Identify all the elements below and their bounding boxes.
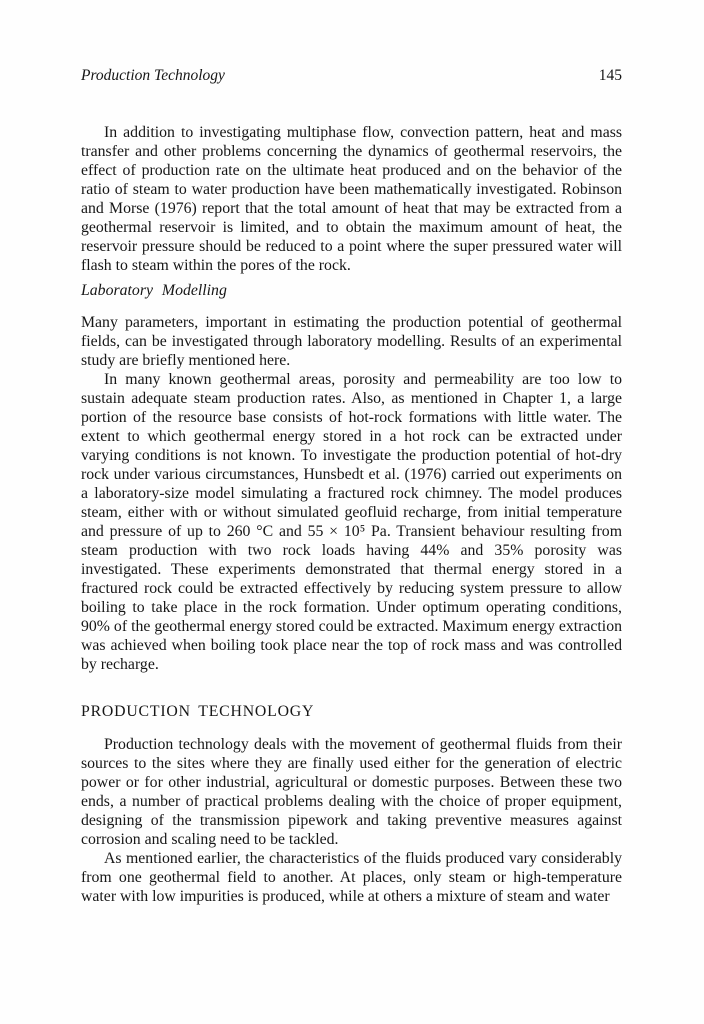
section-heading-laboratory-modelling: Laboratory Modelling <box>81 282 227 299</box>
page-header <box>81 66 622 85</box>
page-number: 145 <box>598 67 622 84</box>
paragraph: Many parameters, important in estimating the production potential of geothermal fields, can be investigated through laboratory modelling. Results of an experimental study are briefly mentioned here. <box>81 314 622 369</box>
paragraph: Production technology deals with the movement of geothermal fluids from their sources to the sites where they are finally used either for the generation of electric power or for other industrial, agricultural or domestic purposes. Between these two ends, a number of practical problems dealing with the choice of proper equipment, designing of the transmission pipework and taking preventive measures against corrosion and scaling need to be tackled. <box>81 736 622 848</box>
intro-paragraph: In addition to investigating multiphase flow, convection pattern, heat and mass transfer and other problems concerning the dynamics of geothermal reservoirs, the effect of production rate on the ultimate heat produced and on the behavior of the ratio of steam to water production have been mathematically investigated. Robinson and Morse (1976) report that the total amount of heat that may be extracted from a geothermal reservoir is limited, and to obtain the maximum amount of heat, the reservoir pressure should be reduced to a point where the super pressured water will flash to steam within the pores of the rock. <box>81 124 622 274</box>
page-body <box>81 123 622 906</box>
paragraph: As mentioned earlier, the characteristics of the fluids produced vary considerably from one geothermal field to another. At places, only steam or high-temperature water with low impurities is produced, while at others a mixture of steam and water <box>81 850 622 905</box>
running-title: Production Technology <box>81 67 225 84</box>
page-content <box>81 66 622 906</box>
paragraph: In many known geothermal areas, porosity and permeability are too low to sustain adequate steam production rates. Also, as mentioned in Chapter 1, a large portion of the resource base consists of hot-rock formations with little water. The extent to which geothermal energy stored in a hot rock can be extracted under varying conditions is not known. To investigate the production potential of hot-dry rock under various circumstances, Hunsbedt et al. (1976) carried out experiments on a laboratory-size model simulating a fractured rock chimney. The model produces steam, either with or without simulated geofluid recharge, from initial temperature and pressure of up to 260 °C and 55 × 10⁵ Pa. Transient behaviour resulting from steam production with two rock loads having 44% and 35% porosity was investigated. These experiments demonstrated that thermal energy stored in a fractured rock could be extracted effectively by reducing system pressure to allow boiling to take place in the rock formation. Under optimum operating conditions, 90% of the geothermal energy stored could be extracted. Maximum energy extraction was achieved when boiling took place near the top of rock mass and was controlled by recharge. <box>81 371 622 673</box>
section-heading-production-technology: PRODUCTION TECHNOLOGY <box>81 703 315 720</box>
